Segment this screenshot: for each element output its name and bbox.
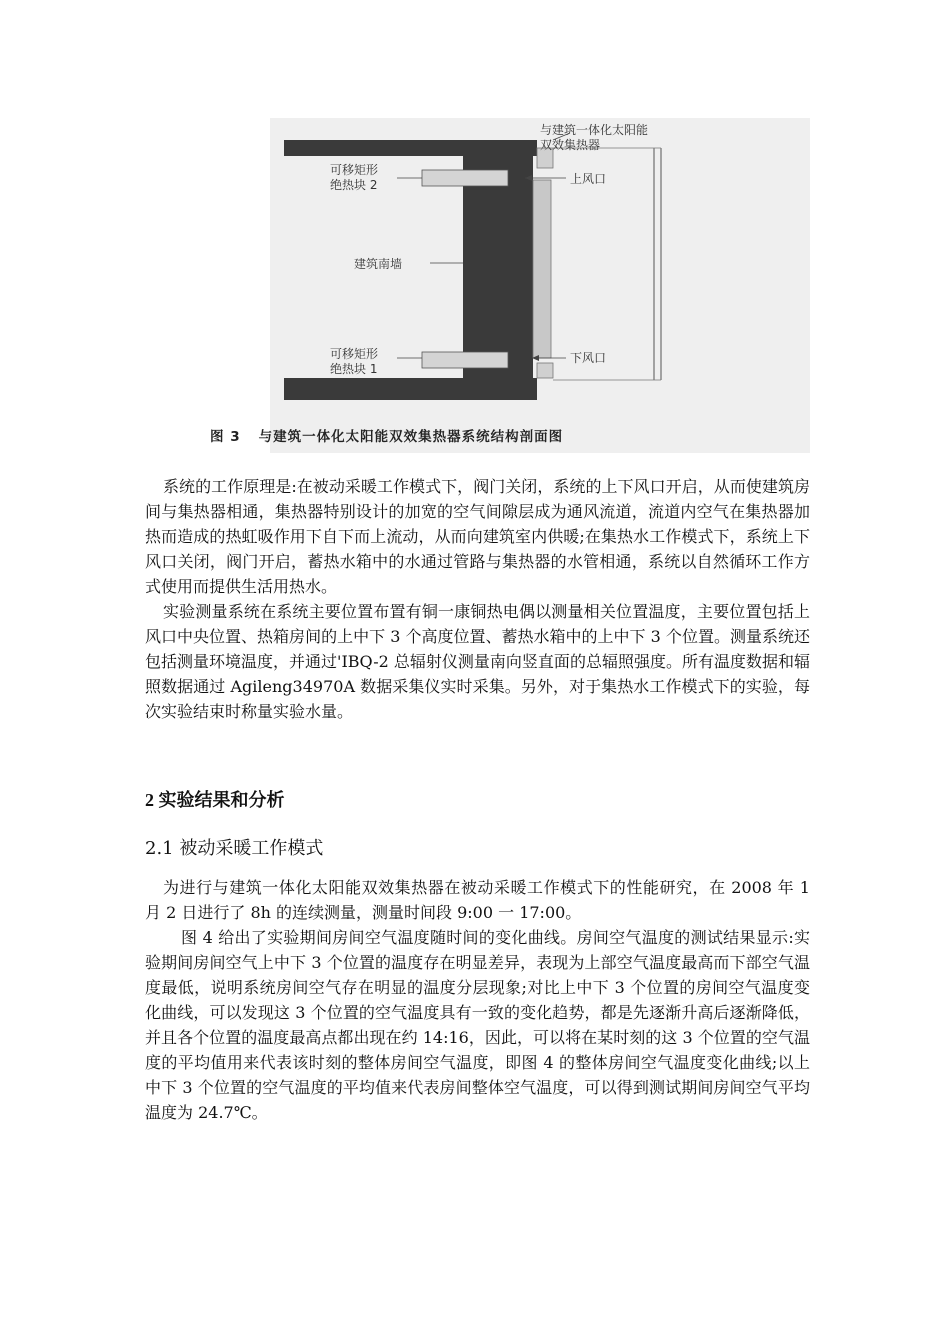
figure-caption-text: 与建筑一体化太阳能双效集热器系统结构剖面图 — [258, 429, 564, 445]
section-heading-2-1: 2.1 被动采暖工作模式 — [145, 838, 324, 859]
label-lower-vent: 下风口 — [570, 351, 607, 365]
section-heading-2: 2 实验结果和分析 — [145, 790, 285, 810]
label-block2-line1: 可移矩形 — [330, 163, 379, 177]
label-block1-line1: 可移矩形 — [330, 347, 379, 361]
structure-section-figure — [270, 118, 810, 453]
label-block1-line2: 绝热块 1 — [330, 362, 378, 376]
insulation-block-2 — [422, 170, 508, 186]
floor-slab — [284, 378, 537, 400]
paragraph-room-temperature: 图 4 给出了实验期间房间空气温度随时间的变化曲线。房间空气温度的测试结果显示:实验期间房间空气上中下 3 个位置的温度存在明显差异，表现为上部空气温度最高而下部空气温度最低，说明系统房间空气存在明显的温度分层现象;对比上中下 3 个位置的房间空气温度变化曲线，可以发现这 3 个位置的空气温度具有一致的变化趋势，都是先逐渐升高后逐渐降低，并且各个位置的温度最高点都出现在约 14:16，因此，可以将在某时刻的这 3 个位置的空气温度的平均值用来代表该时刻的整体房间空气温度，即图 4 的整体房间空气温度变化曲线;以上中下 3 个位置的空气温度的平均值来代表房间整体空气温度，可以得到测试期间房间空气平均温度为 24.7℃。 — [145, 928, 810, 1122]
label-block2-line2: 绝热块 2 — [330, 178, 378, 192]
figure-caption-number: 图 3 — [210, 429, 241, 445]
figure-caption — [210, 425, 810, 445]
paragraph-test-period: 为进行与建筑一体化太阳能双效集热器在被动采暖工作模式下的性能研究，在 2008 年 1 月 2 日进行了 8h 的连续测量，测量时间段 9:00 一 17:00。 — [145, 878, 810, 922]
collector-bottom-cap — [537, 363, 553, 378]
label-collector-line1: 与建筑一体化太阳能 — [540, 123, 649, 137]
roof-slab — [284, 140, 537, 156]
label-collector-line2: 双效集热器 — [540, 138, 601, 152]
paragraph-working-principle: 系统的工作原理是:在被动采暖工作模式下，阀门关闭，系统的上下风口开启，从而使建筑房间与集热器相通，集热器特别设计的加宽的空气间隙层成为通风流道，流道内空气在集热器加热而造成的热虹吸作用下自下而上流动，从而向建筑室内供暖;在集热水工作模式下，系统上下风口关闭，阀门开启，蓄热水箱中的水通过管路与集热器的水管相通，系统以自然循环工作方式使用而提供生活用热水。 — [145, 477, 810, 596]
label-upper-vent: 上风口 — [570, 172, 607, 186]
passive-heating-section — [145, 875, 810, 1125]
insulation-block-1 — [422, 352, 508, 368]
label-south-wall: 建筑南墙 — [354, 257, 403, 271]
south-wall — [463, 156, 533, 378]
collector-panel — [533, 180, 551, 358]
paragraph-measurement-system: 实验测量系统在系统主要位置布置有铜一康铜热电偶以测量相关位置温度，主要位置包括上风口中央位置、热箱房间的上中下 3 个高度位置、蓄热水箱中的上中下 3 个位置。测量系统还包括测量环境温度，并通过'IBQ-2 总辐射仪测量南向竖直面的总辐照强度。所有温度数据和辐照数据通过 Agileng34970A 数据采集仪实时采集。另外，对于集热水工作模式下的实验，每次实验结束时称量实验水量。 — [145, 602, 810, 721]
figure-drawing — [270, 118, 810, 453]
working-principle-section — [145, 474, 810, 724]
